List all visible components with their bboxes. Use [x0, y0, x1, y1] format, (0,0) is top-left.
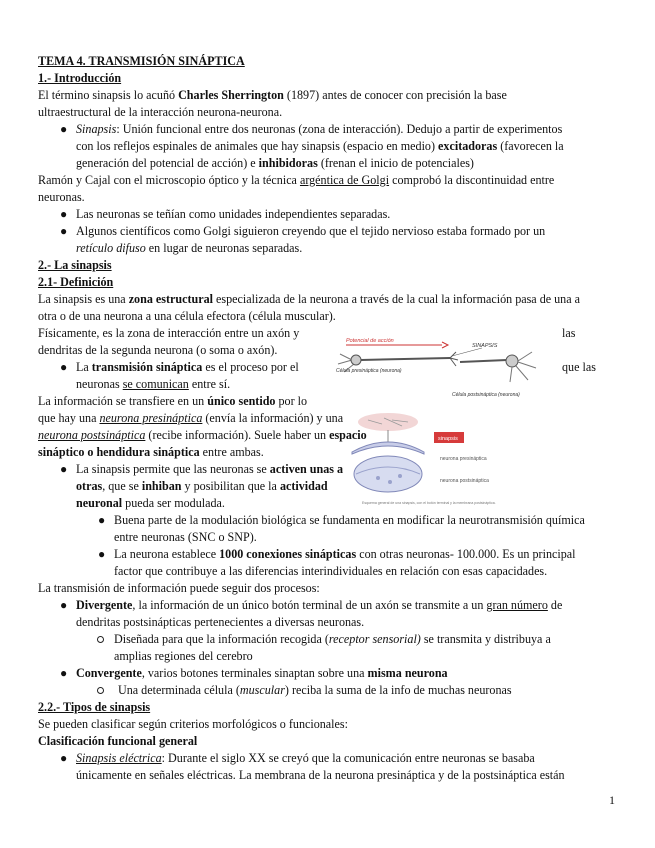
circle-bullet — [97, 636, 104, 643]
section-heading-sinapsis: 2.- La sinapsis — [38, 258, 112, 272]
paragraph-line: otra o de una neurona a una célula efectora (célula muscular). — [38, 309, 336, 323]
paragraph-line: ultraestructural de la interacción neurona-neurona. — [38, 105, 283, 119]
bullet-line: Diseñada para que la información recogida (receptor sensorial) se transmita y distribuya a — [114, 632, 551, 646]
bullet-line: Convergente, varios botones terminales sinaptan sobre una misma neurona — [76, 666, 448, 680]
figure-caption: Esquema general de una sinapsis, con el botón terminal y la membrana postsináptica. — [362, 501, 496, 505]
paragraph-line: neuronas. — [38, 190, 85, 204]
bullet-line: La sinapsis permite que las neuronas se activen unas a — [76, 462, 344, 476]
bullet-dot: ● — [98, 547, 106, 561]
paragraph-line: que hay una neurona presináptica (envía la información) y una — [38, 411, 344, 425]
paragraph-line: La sinapsis es una zona estructural especializada de la neurona a través de la cual la información pasa de una a — [38, 292, 580, 306]
paragraph-line: La información se transfiere en un único sentido por lo — [38, 394, 308, 408]
page-number: 1 — [609, 793, 615, 807]
fig-label-sinapsis: sinapsis — [438, 436, 458, 442]
paragraph-line: Físicamente, es la zona de interacción entre un axón y — [38, 326, 300, 340]
bullet-dot: ● — [60, 462, 68, 476]
bullet-line: Buena parte de la modulación biológica se fundamenta en modificar la neurotransmisión química — [114, 513, 585, 527]
bullet-dot: ● — [60, 666, 68, 680]
paragraph-line: neurona postsináptica (recibe información). Suele haber un espacio — [38, 428, 367, 442]
bullet-dot: ● — [60, 751, 68, 765]
classification-heading: Clasificación funcional general — [38, 734, 198, 748]
bullet-line: Algunos científicos como Golgi siguieron creyendo que el tejido nervioso estaba formado por un — [76, 224, 546, 238]
fig-label-presynaptic-neuron: neurona presináptica — [440, 456, 487, 462]
bullet-line: generación del potencial de acción) e inhibidoras (frenan el inicio de potenciales) — [76, 156, 474, 170]
fig-label-postsynaptic-cell: Célula postsináptica (neurona) — [452, 392, 520, 398]
bullet-line: retículo difuso en lugar de neuronas separadas. — [76, 241, 303, 255]
paragraph-line: sináptico o hendidura sináptica entre ambas. — [38, 445, 264, 459]
bullet-line: dendritas postsinápticas pertenecientes a diversas neuronas. — [76, 615, 365, 629]
paragraph-line: Se pueden clasificar según criterios morfológicos o funcionales: — [38, 717, 348, 731]
paragraph-line: La transmisión de información puede seguir dos procesos: — [38, 581, 320, 595]
bullet-line: amplias regiones del cerebro — [114, 649, 253, 663]
paragraph-line: dendritas de la segunda neurona (o soma o axón). — [38, 343, 278, 357]
circle-bullet — [97, 687, 104, 694]
subsection-heading-tipos: 2.2.- Tipos de sinapsis — [38, 700, 151, 714]
bullet-dot: ● — [60, 122, 68, 136]
bullet-line: Sinapsis: Unión funcional entre dos neuronas (zona de interacción). Dedujo a partir de experimentos — [76, 122, 563, 136]
document-title: TEMA 4. TRANSMISIÓN SINÁPTICA — [38, 54, 245, 68]
bullet-line: únicamente en señales eléctricas. La membrana de la neurona presináptica y de la postsináptica están — [76, 768, 565, 782]
bullet-dot: ● — [60, 598, 68, 612]
bullet-dot: ● — [60, 360, 68, 374]
bullet-line: Sinapsis eléctrica: Durante el siglo XX se creyó que la comunicación entre neuronas se basaba — [76, 751, 535, 765]
fig-label-presynaptic-cell: Célula presináptica (neurona) — [336, 368, 402, 374]
synapse-figure — [332, 334, 594, 516]
bullet-line: neuronas se comunican entre sí. — [76, 377, 231, 391]
bullet-dot: ● — [60, 224, 68, 238]
fig-label-action-potential: Potencial de acción — [346, 338, 394, 344]
bullet-line: neuronal pueda ser modulada. — [76, 496, 225, 510]
subsection-heading-definicion: 2.1- Definición — [38, 275, 114, 289]
fig-label-postsynaptic-neuron: neurona postsináptica — [440, 478, 489, 484]
bullet-line: Divergente, la información de un único botón terminal de un axón se transmite a un gran número de — [76, 598, 563, 612]
bullet-line: La transmisión sináptica es el proceso por el — [76, 360, 299, 374]
paragraph-line: El término sinapsis lo acuñó Charles Sherrington (1897) antes de conocer con precisión la base — [38, 88, 507, 102]
bullet-line: que las — [562, 360, 596, 374]
bullet-line: factor que contribuye a las diferencias interindividuales en relación con esas capacidades. — [114, 564, 548, 578]
bullet-line: entre neuronas (SNC o SNP). — [114, 530, 257, 544]
bullet-line: Una determinada célula (muscular) reciba la suma de la info de muchas neuronas — [118, 683, 512, 697]
paragraph-line: Ramón y Cajal con el microscopio óptico y la técnica argéntica de Golgi comprobó la discontinuidad entre — [38, 173, 555, 187]
bullet-line: Las neuronas se teñían como unidades independientes separadas. — [76, 207, 391, 221]
bullet-dot: ● — [98, 513, 106, 527]
bullet-line: con los reflejos espinales de animales que hay sinapsis (espacio en medio) excitadoras (favorecen la — [76, 139, 564, 153]
fig-label-synapse: SINAPSIS — [472, 343, 498, 349]
bullet-dot: ● — [60, 207, 68, 221]
paragraph-line: las — [562, 326, 576, 340]
neuron-diagram — [338, 342, 536, 382]
bullet-line: La neurona establece 1000 conexiones sinápticas con otras neuronas- 100.000. Es un principal — [114, 547, 576, 561]
section-heading-intro: 1.- Introducción — [38, 71, 122, 85]
bullet-line: otras, que se inhiban y posibilitan que la actividad — [76, 479, 328, 493]
